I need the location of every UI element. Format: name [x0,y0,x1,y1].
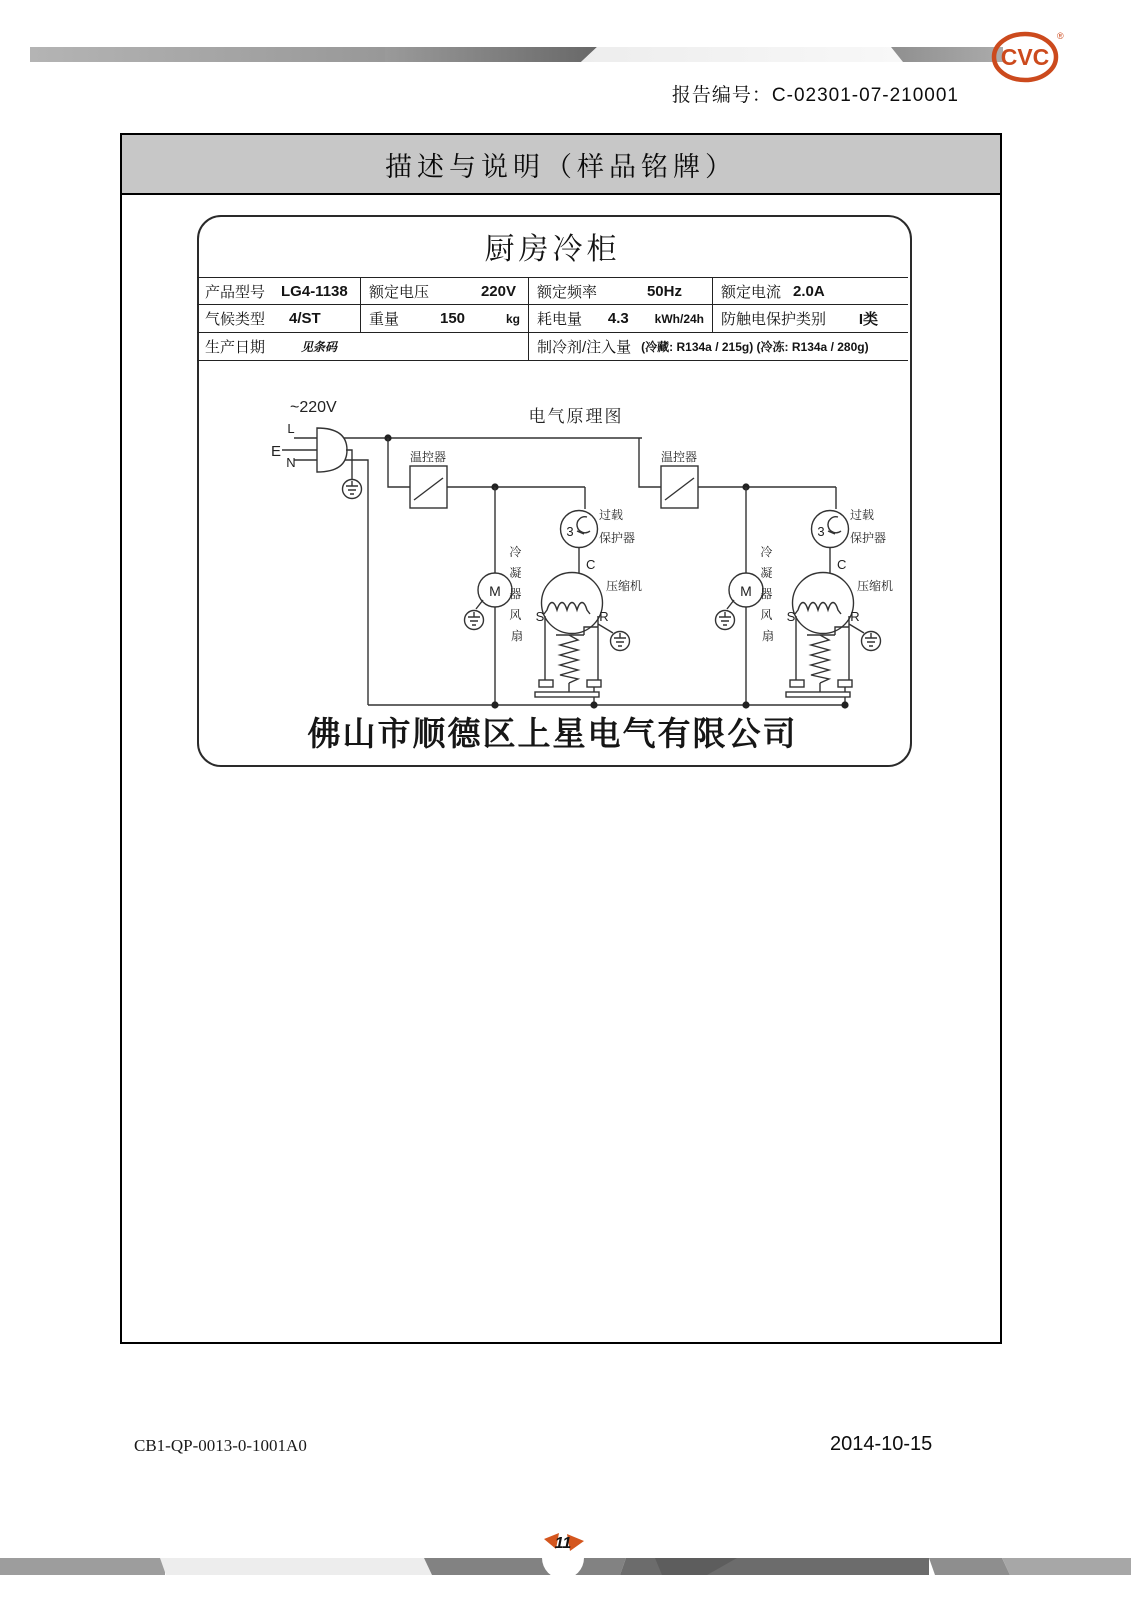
cell-value: 50Hz [646,282,682,300]
supply-voltage-label: ~220V [290,399,337,416]
schematic-unit-left [388,438,642,709]
cell-label: 额定电压 [369,283,430,301]
cell-climate-class [197,305,360,332]
bar-notch [542,1558,584,1579]
logo-text: CVC [1000,44,1050,70]
overload-label-2: 保护器 [599,531,636,545]
earth-symbol [343,480,362,499]
cvc-logo [990,28,1066,86]
table-row [197,333,908,360]
cell-label: 生产日期 [205,339,266,356]
cell-production-date [197,333,528,360]
line-l-label: L [287,421,295,436]
footer-document-code: CB1-QP-0013-0-1001A0 [134,1436,307,1455]
mains-plug [271,399,362,499]
cell-energy-consumption [528,305,712,332]
starter-terminal [539,680,553,687]
section-title-bar [122,135,1000,195]
cell-label: 额定电流 [721,283,782,301]
manufacturer-name: 佛山市顺德区上星电气有限公司 [307,717,798,753]
cell-value: LG4-1138 [281,282,348,300]
page-marker [542,1530,586,1554]
table-row [197,278,908,305]
starter-spring [560,635,578,683]
report-number: C-02301-07-210001 [771,85,959,106]
page-number: 11 [554,1535,572,1552]
electrical-schematic [190,390,910,735]
nameplate-title: 厨房冷柜 [484,233,621,266]
cell-unit: kWh/24h [654,311,704,326]
thermostat-box [410,466,447,508]
bar-segment [929,1558,1010,1575]
table-row [197,305,908,333]
cell-value: 见条码 [301,340,338,354]
condenser-fan-label: 冷 凝 器 风 扇 [509,545,524,643]
nameplate-table [197,277,908,361]
cell-value: (冷藏: R134a / 215g) (冷冻: R134a / 280g) [641,340,869,354]
top-gradient-bar [0,46,1131,64]
starter-terminal [587,680,601,687]
bar-segment [385,47,597,62]
line-e-label: E [270,443,282,460]
schematic-unit-right [639,438,893,709]
cell-weight [360,305,528,332]
earth-symbol [611,632,630,651]
report-number-line [672,80,959,107]
cell-label: 气候类型 [205,311,266,328]
bottom-gradient-bar [0,1558,1131,1582]
terminal-s-label: S [535,609,545,624]
bar-segment [0,1558,165,1575]
section-title: 描述与说明（样品铭牌） [385,151,737,182]
terminal-c-label: C [586,557,596,572]
bar-segment [160,1558,432,1575]
cell-value: I类 [858,311,878,328]
cell-value: 220V [480,282,516,300]
cell-label: 制冷剂/注入量 [537,339,632,356]
bar-segment [581,47,903,62]
thermostat-label: 温控器 [409,450,447,464]
overload-label-1: 过载 [599,508,624,522]
bar-segment [424,1558,626,1575]
cell-model [197,278,360,304]
starter-base [535,692,599,697]
cell-rated-voltage [360,278,528,304]
cell-label: 额定频率 [537,283,598,301]
compressor-label: 压缩机 [606,579,643,593]
bar-segment [1002,1558,1131,1575]
overload-mark: 3 [566,524,574,539]
cell-rated-frequency [528,278,712,304]
schematic-title: 电气原理图 [528,407,624,426]
bar-segment [891,47,1003,62]
terminal-r-label: R [599,609,609,624]
motor-label: M [489,583,501,599]
earth-symbol [465,611,484,630]
cell-label: 耗电量 [537,311,583,328]
footer-date: 2014-10-15 [830,1433,933,1455]
registered-mark: ® [1057,31,1064,41]
line-n-label: N [286,455,296,470]
cell-refrigerant [528,333,908,360]
motor-earth-wire [476,600,483,609]
cell-value: 4/ST [289,310,321,327]
cell-value: 2.0A [793,282,825,300]
report-label: 报告编号： [671,85,772,106]
cell-unit: kg [505,311,520,326]
compressor-earth-wire [598,624,613,633]
bar-segment [30,47,385,62]
cell-value: 150 [439,310,466,327]
cell-shock-protection-class [712,305,908,332]
cell-rated-current [712,278,908,304]
thermostat-feed-wire [388,438,410,487]
cell-label: 产品型号 [205,283,266,301]
cell-value: 4.3 [607,310,629,327]
cell-label: 防触电保护类别 [721,311,827,328]
cell-label: 重量 [369,311,400,328]
plug-symbol [317,428,347,472]
